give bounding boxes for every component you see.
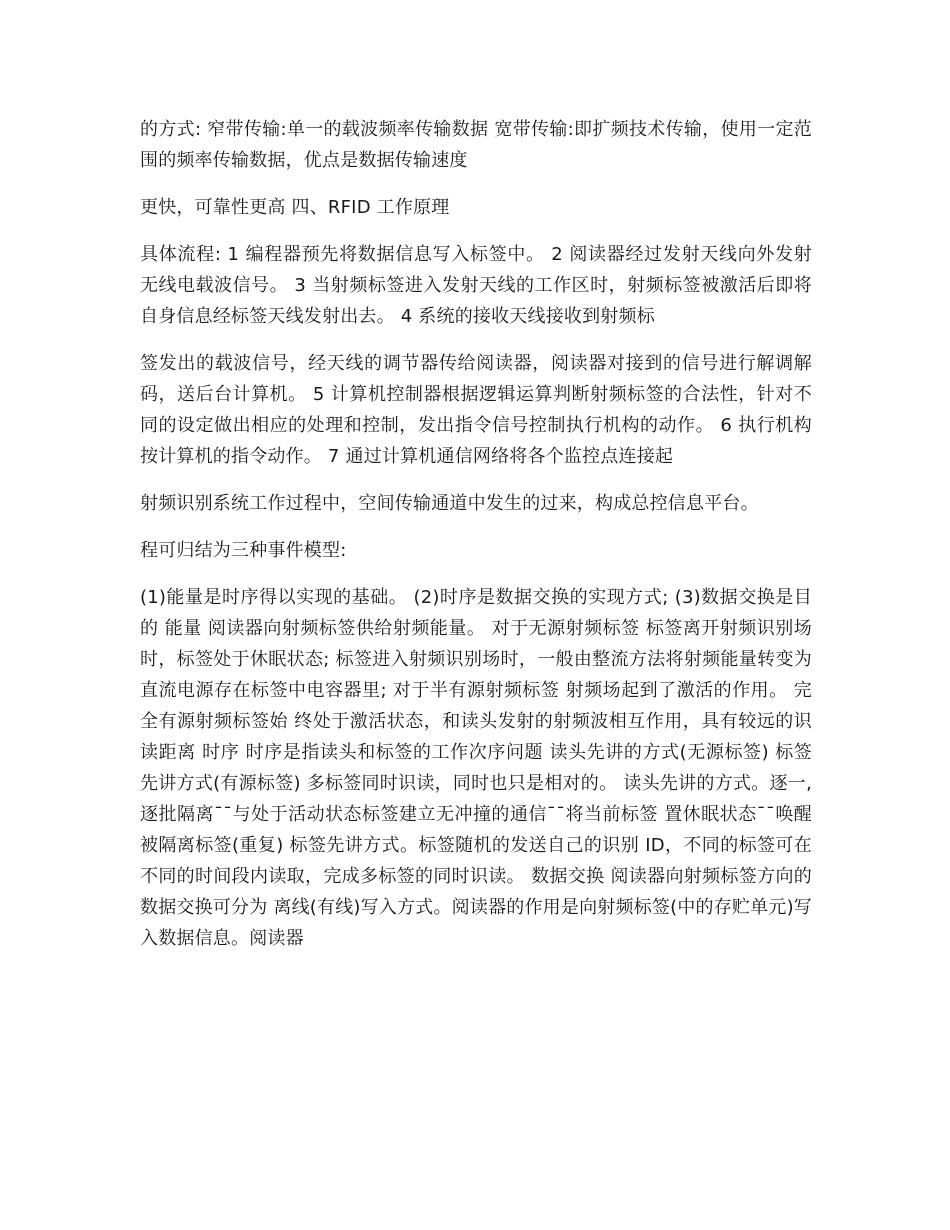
paragraph-process-steps-1: 具体流程: 1 编程器预先将数据信息写入标签中。 2 阅读器经过发射天线向外发射无线电载波信号。 3 当射频标签进入发射天线的工作区时，射频标签被激活后即将自身信息经标签天线发射出去。 4 系统的接收天线接收到射频标 xyxy=(140,244,812,327)
paragraph-rfid-heading: 更快，可靠性更高 四、RFID 工作原理 xyxy=(140,197,450,218)
paragraph-process-steps-2: 签发出的载波信号，经天线的调节器传给阅读器，阅读器对接到的信号进行解调解码，送后台计算机。 5 计算机控制器根据逻辑运算判断射频标签的合法性，针对不同的设定做出相应的处理和控制，发出指令信号控制执行机构的动作。 6 执行机构按计算机的指令动作。 7 通过计算机通信网络将各个监控点连接起 xyxy=(140,353,812,467)
paragraph-system-process: 射频识别系统工作过程中，空间传输通道中发生的过来，构成总控信息平台。 xyxy=(140,493,759,514)
paragraph-event-models: 程可归结为三种事件模型: xyxy=(140,540,347,561)
paragraph-energy-timing-data: (1)能量是时序得以实现的基础。 (2)时序是数据交换的实现方式; (3)数据交换是目的 能量 阅读器向射频标签供给射频能量。 对于无源射频标签 标签离开射频识别场时，标签处于休眠状态; 标签进入射频识别场时，一般由整流方法将射频能量转变为直流电源存在标签中电容器里; 对于半有源射频标签 射频场起到了激活的作用。 完全有源射频标签始 终处于激活状态，和读头发射的射频波相互作用，具有较远的识读距离 时序 时序是指读头和标签的工作次序问题 读头先讲的方式(无源标签) 标签先讲方式(有源标签) 多标签同时识读，同时也只是相对的。 读头先讲的方式。逐一,逐批隔离¯¯与处于活动状态标签建立无冲撞的通信¯¯将当前标签 置休眠状态¯¯唤醒被隔离标签(重复) 标签先讲方式。标签随机的发送自己的识别 ID，不同的标签可在不同的时间段内读取，完成多标签的同时识读。 数据交换 阅读器向射频标签方向的数据交换可分为 离线(有线)写入方式。阅读器的作用是向射频标签(中的存贮单元)写入数据信息。阅读器 xyxy=(140,587,812,949)
document-body xyxy=(140,114,812,970)
paragraph-transmission-modes: 的方式: 窄带传输:单一的载波频率传输数据 宽带传输:即扩频技术传输，使用一定范围的频率传输数据，优点是数据传输速度 xyxy=(140,119,812,171)
